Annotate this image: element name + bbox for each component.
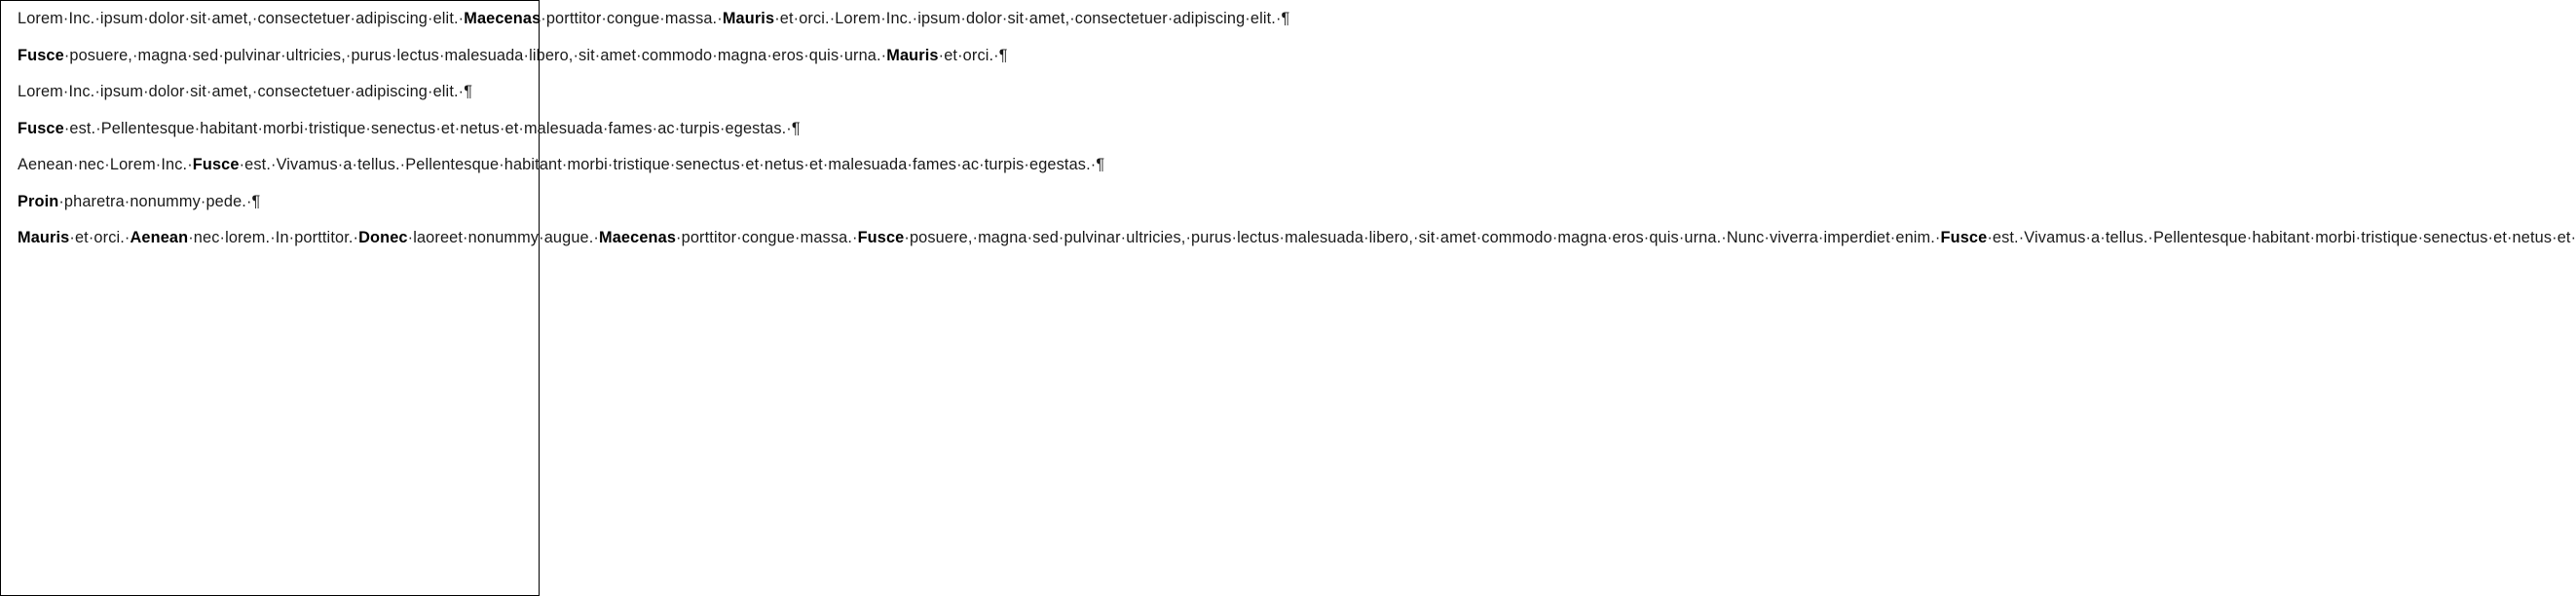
paragraph	[18, 79, 534, 105]
bold-text-run: Mauris	[18, 229, 70, 246]
text-run: Aenean·nec·Lorem·Inc.·	[18, 156, 193, 173]
bold-text-run: Maecenas	[464, 10, 541, 27]
bold-text-run: Fusce	[18, 119, 64, 137]
text-run: ·pharetra·nonummy·pede.·¶	[58, 192, 261, 210]
text-run: ·est.·Pellentesque·habitant·morbi·tristique·senectus·et·netus·et·malesuada·fames·ac·turpis·egestas.·¶	[63, 119, 801, 137]
bold-text-run: Aenean	[130, 229, 189, 246]
text-run: ·porttitor·congue·massa.·	[676, 229, 858, 246]
text-run: ·et·orci.·Lorem·Inc.·ipsum·dolor·sit·amet,·consectetuer·adipiscing·elit.·¶	[774, 10, 1290, 27]
text-run: ·est.·Vivamus·a·tellus.·Pellentesque·habitant·morbi·tristique·senectus·et·netus·et·	[1987, 229, 2576, 246]
text-run: ·et·orci.·	[69, 229, 131, 246]
paragraph	[18, 152, 1105, 178]
text-run: ·posuere,·magna·sed·pulvinar·ultricies,·purus·lectus·malesuada·libero,·sit·amet·commodo·magna·eros·quis·urna.·	[63, 46, 887, 64]
bold-text-run: Maecenas	[599, 229, 677, 246]
paragraph	[18, 189, 534, 215]
text-run: ·laoreet·nonummy·augue.·	[407, 229, 599, 246]
bold-text-run: Mauris	[886, 46, 939, 64]
bold-text-run: Donec	[358, 229, 408, 246]
bold-text-run: Fusce	[18, 46, 64, 64]
document-body[interactable]	[18, 6, 2576, 262]
paragraph	[18, 116, 801, 142]
bold-text-run: Fusce	[1940, 229, 1988, 246]
text-run: ·porttitor·congue·massa.·	[541, 10, 723, 27]
bold-text-run: Fusce	[857, 229, 905, 246]
paragraph	[18, 6, 1290, 32]
paragraph	[18, 225, 2576, 251]
bold-text-run: Fusce	[192, 156, 240, 173]
text-run: Lorem·Inc.·ipsum·dolor·sit·amet,·consectetuer·adipiscing·elit.·	[18, 10, 465, 27]
paragraph	[18, 43, 1008, 69]
text-run: ·posuere,·magna·sed·pulvinar·ultricies,·purus·lectus·malesuada·libero,·sit·amet·commodo·magna·eros·quis·urna.·Nunc·viverra·imperdiet·enim.·	[904, 229, 1941, 246]
text-run: ·nec·lorem.·In·porttitor.·	[188, 229, 359, 246]
text-run: ·et·orci.·¶	[938, 46, 1008, 64]
bold-text-run: Proin	[18, 192, 59, 210]
text-run: ·est.·Vivamus·a·tellus.·Pellentesque·habitant·morbi·tristique·senectus·et·netus·et·malesuada·fames·ac·turpis·egestas.·¶	[239, 156, 1105, 173]
bold-text-run: Mauris	[722, 10, 775, 27]
text-run: Lorem·Inc.·ipsum·dolor·sit·amet,·consectetuer·adipiscing·elit.·¶	[18, 83, 473, 100]
